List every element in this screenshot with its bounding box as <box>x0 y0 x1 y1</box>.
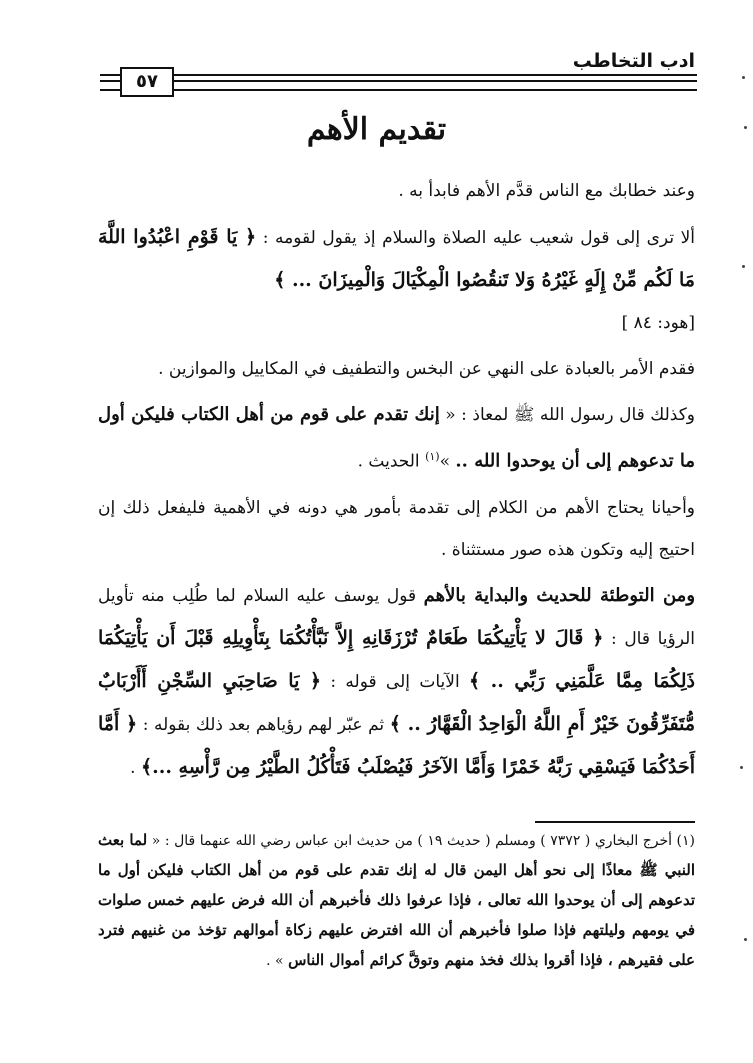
main-text <box>98 170 695 789</box>
paragraph-explanation: فقدم الأمر بالعبادة على النهي عن البخس والتطفيف في المكاييل والموازين . <box>158 359 695 379</box>
quran-verse-yusuf-3: ﴿ أَمَّا أَحَدُكُمَا فَيَسْقِي رَبَّهُ خَمْرًا وَأَمَّا الآخَرُ فَيُصْلَبُ فَتَأْكُلُ الطَّيْرُ مِن رَّأْسِهِ ...﴾ <box>98 712 695 778</box>
page-number: ٥٧ <box>120 67 174 97</box>
header-rule-middle <box>100 80 697 82</box>
footnote-rule <box>535 821 695 823</box>
yusuf-end: . <box>130 757 136 778</box>
paragraph-intro: وعند خطابك مع الناس قدَّم الأهم فابدأ به . <box>398 181 695 201</box>
hadith-text: إنك تقدم على قوم من أهل الكتاب فليكن أول ما تدعوهم إلى أن يوحدوا الله .. <box>98 404 695 472</box>
scan-speck <box>740 766 743 769</box>
footnote-open-quote: « <box>151 833 161 849</box>
paragraph-yusuf <box>98 575 695 789</box>
scan-speck <box>744 126 747 129</box>
footnote-marker: (١) <box>425 450 440 463</box>
yusuf-lead: ومن التوطئة للحديث والبداية بالأهم <box>423 584 696 606</box>
footnote-close: » . <box>266 953 284 969</box>
quran-verse-yusuf-1: ﴿ قَالَ لا يَأْتِيكُمَا طَعَامٌ تُرْزَقَانِهِ إِلاَّ نَبَّأْتُكُمَا بِتَأْوِيلِهِ قَبْلَ أَن يَأْتِيَكُمَا ذَلِكُمَا مِمَّا عَلَّمَنِي رَبِّي .. ﴾ <box>98 626 695 692</box>
footnote-number: (١) <box>676 833 696 849</box>
yusuf-text-b: الآيات إلى قوله : <box>330 671 460 692</box>
paragraph-shuaib <box>98 216 695 344</box>
scan-speck <box>744 938 747 941</box>
running-title: ادب التخاطب <box>572 50 695 72</box>
footnote-source: أخرج البخاري ( ٧٣٧٢ ) ومسلم ( حديث ١٩ ) من حديث ابن عباس رضي الله عنهما قال : <box>164 833 673 849</box>
quran-verse-shuaib: ﴿ يَا قَوْمِ اعْبُدُوا اللَّهَ مَا لَكُم مِّنْ إِلَهٍ غَيْرُهُ وَلا تَنقُصُوا الْمِكْيَالَ وَالْمِيزَانَ ... ﴾ <box>98 226 695 291</box>
verse-reference-hud: [هود: ٨٤ ] <box>621 313 695 333</box>
quran-verse-yusuf-2: ﴿ يَا صَاحِبَيِ السِّجْنِ أَأَرْبَابٌ مُّتَفَرِّقُونَ خَيْرٌ أَمِ اللَّهُ الْوَاحِدُ الْقَهَّارُ .. ﴾ <box>98 669 696 735</box>
yusuf-text-c: ثم عبّر لهم رؤياهم بعد ذلك بقوله : <box>142 714 385 735</box>
paragraph-shuaib-text: ألا ترى إلى قول شعيب عليه الصلاة والسلام إذ يقول لقومه : <box>262 228 695 248</box>
hadith-end: الحديث . <box>357 451 420 472</box>
footnote <box>98 826 695 976</box>
header-rule-bottom <box>100 89 697 91</box>
hadith-intro: وكذلك قال رسول الله ﷺ لمعاذ : « <box>445 405 696 425</box>
paragraph-preface: وأحيانا يحتاج الأهم من الكلام إلى تقدمة بأمور هي دونه في الأهمية فليفعل ذلك إن احتيج إليه وتكون هذه صور مستثناة . <box>98 497 695 560</box>
section-title: تقديم الأهم <box>306 112 447 147</box>
header-rule-top <box>100 74 697 76</box>
hadith-close-quote: » <box>439 451 450 472</box>
scan-speck <box>742 76 745 79</box>
yusuf-text-a: قول يوسف عليه السلام لما طُلِب منه تأويل الرؤيا قال : <box>98 585 696 649</box>
footnote-hadith: لما بعث النبي ﷺ معاذًا إلى نحو أهل اليمن قال له إنك تقدم على قوم من أهل الكتاب فليكن أول ما تدعوهم إلى أن يوحدوا الله تعالى ، فإذا عرفوا ذلك فأخبرهم أن الله فرض عليهم خمس صلوات في يومهم وليلتهم فإذا صلوا فأخبرهم أن الله افترض عليهم زكاة أموالهم تؤخذ من غنيهم فترد على فقيرهم ، فإذا أقروا بذلك فخذ منهم وتوقَّ كرائم أموال الناس <box>98 831 695 969</box>
scan-speck <box>742 265 745 268</box>
paragraph-hadith-muadh <box>98 394 695 483</box>
